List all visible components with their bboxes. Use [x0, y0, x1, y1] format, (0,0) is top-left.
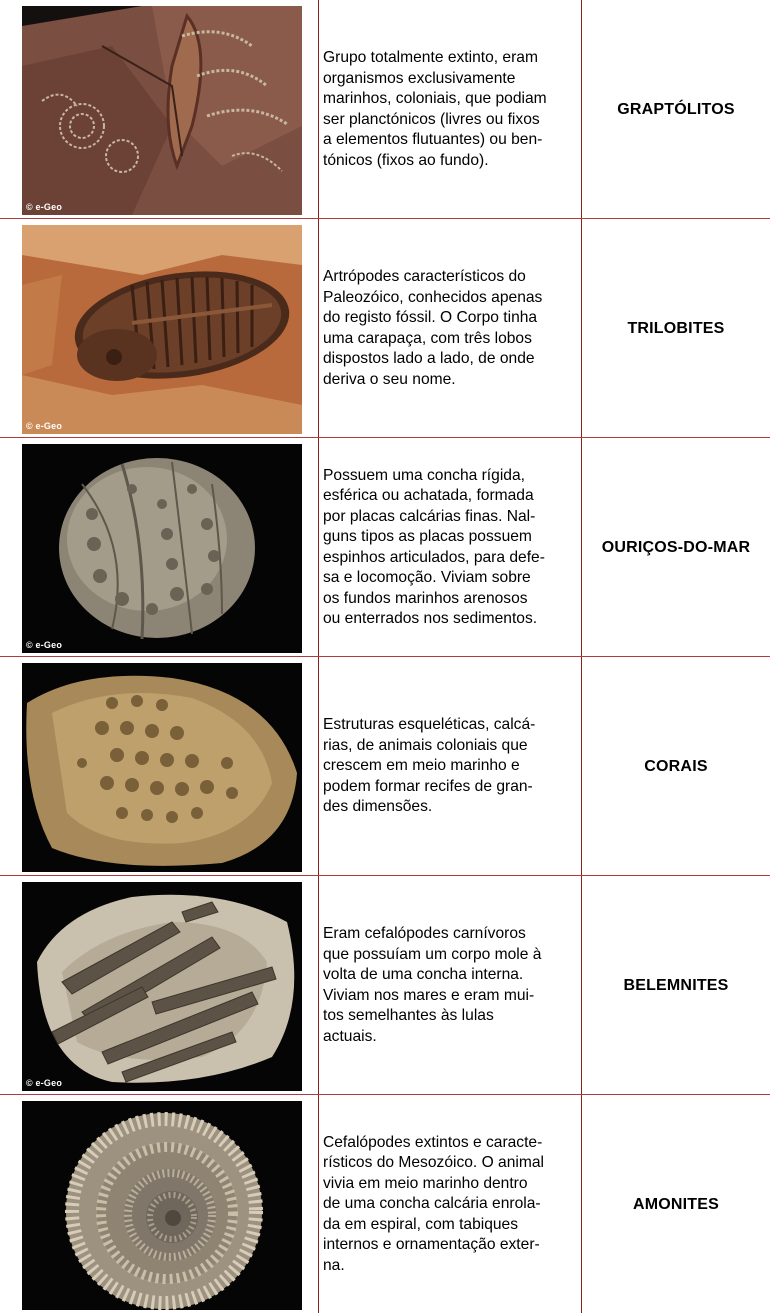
coral-fossil-image: [22, 663, 302, 872]
belemnite-fossil-image: [22, 882, 302, 1091]
name-cell: [582, 657, 770, 876]
photo-credit: © e-Geo: [26, 640, 63, 650]
fossil-name: AMONITES: [632, 1195, 720, 1213]
fossil-name: TRILOBITES: [627, 319, 725, 337]
fossil-name: CORAIS: [644, 757, 708, 775]
photo-credit: © e-Geo: [26, 1078, 63, 1088]
description-cell: [323, 1095, 578, 1314]
fossil-description: Estruturas esqueléticas, calcá- rias, de animais coloniais que crescem em meio marinho e podem formar recifes de gran- des dimensões.: [323, 716, 536, 816]
description-cell: [323, 0, 578, 219]
fossil-description: Possuem uma concha rígida, esférica ou achatada, formada por placas calcárias finas. Nal- guns tipos as placas possuem espinhos articulados, para defe- sa e locomoção. Viviam sobre os fundos marinhos arenosos ou enterrados nos sedimentos.: [323, 466, 545, 627]
fossil-description: Grupo totalmente extinto, eram organismos exclusivamente marinhos, coloniais, que podiam ser planctónicos (livres ou fixos a elementos flutuantes) ou ben- tónicos (fixos ao fundo).: [323, 49, 547, 169]
sea-urchin-fossil-photo: [22, 444, 302, 653]
table-row-graptolitos: [0, 0, 770, 219]
name-cell: [582, 1095, 770, 1314]
table-row-trilobites: [0, 219, 770, 438]
table-row-corais: [0, 657, 770, 876]
graptolite-fossil-photo: [22, 6, 302, 215]
table-row-amonites: [0, 1095, 770, 1314]
ammonite-fossil-image: [22, 1101, 302, 1310]
description-cell: [323, 438, 578, 657]
fossil-description: Artrópodes característicos do Paleozóico, conhecidos apenas do registo fóssil. O Corpo tinha uma carapaça, com três lobos dispostos lado a lado, de onde deriva o seu nome.: [323, 268, 543, 388]
photo-credit: © e-Geo: [26, 202, 63, 212]
table-row-belemnites: [0, 876, 770, 1095]
photo-credit: © e-Geo: [26, 421, 63, 431]
fossil-description: Cefalópodes extintos e caracte- rísticos do Mesozóico. O animal vivia em meio marinho dentro de uma concha calcária enrola- da em espiral, com tabiques internos e ornamentação exter- na.: [323, 1133, 544, 1274]
fossil-name: GRAPTÓLITOS: [617, 100, 735, 118]
trilobite-fossil-image: [22, 225, 302, 434]
fossil-name: BELEMNITES: [623, 976, 729, 994]
trilobite-fossil-photo: [22, 225, 302, 434]
sea-urchin-fossil-image: [22, 444, 302, 653]
name-cell: [582, 876, 770, 1095]
fossil-name: OURIÇOS-DO-MAR: [601, 538, 751, 556]
description-cell: [323, 876, 578, 1095]
graptolite-fossil-image: [22, 6, 302, 215]
fossil-description: Eram cefalópodes carnívoros que possuíam um corpo mole à volta de uma concha interna. Viviam nos mares e eram mui- tos semelhantes às lulas actuais.: [323, 925, 542, 1045]
description-cell: [323, 657, 578, 876]
table-row-ouricos-do-mar: [0, 438, 770, 657]
description-cell: [323, 219, 578, 438]
belemnite-fossil-photo: [22, 882, 302, 1091]
name-cell: [582, 438, 770, 657]
ammonite-fossil-photo: [22, 1101, 302, 1310]
name-cell: [582, 0, 770, 219]
coral-fossil-photo: [22, 663, 302, 872]
name-cell: [582, 219, 770, 438]
